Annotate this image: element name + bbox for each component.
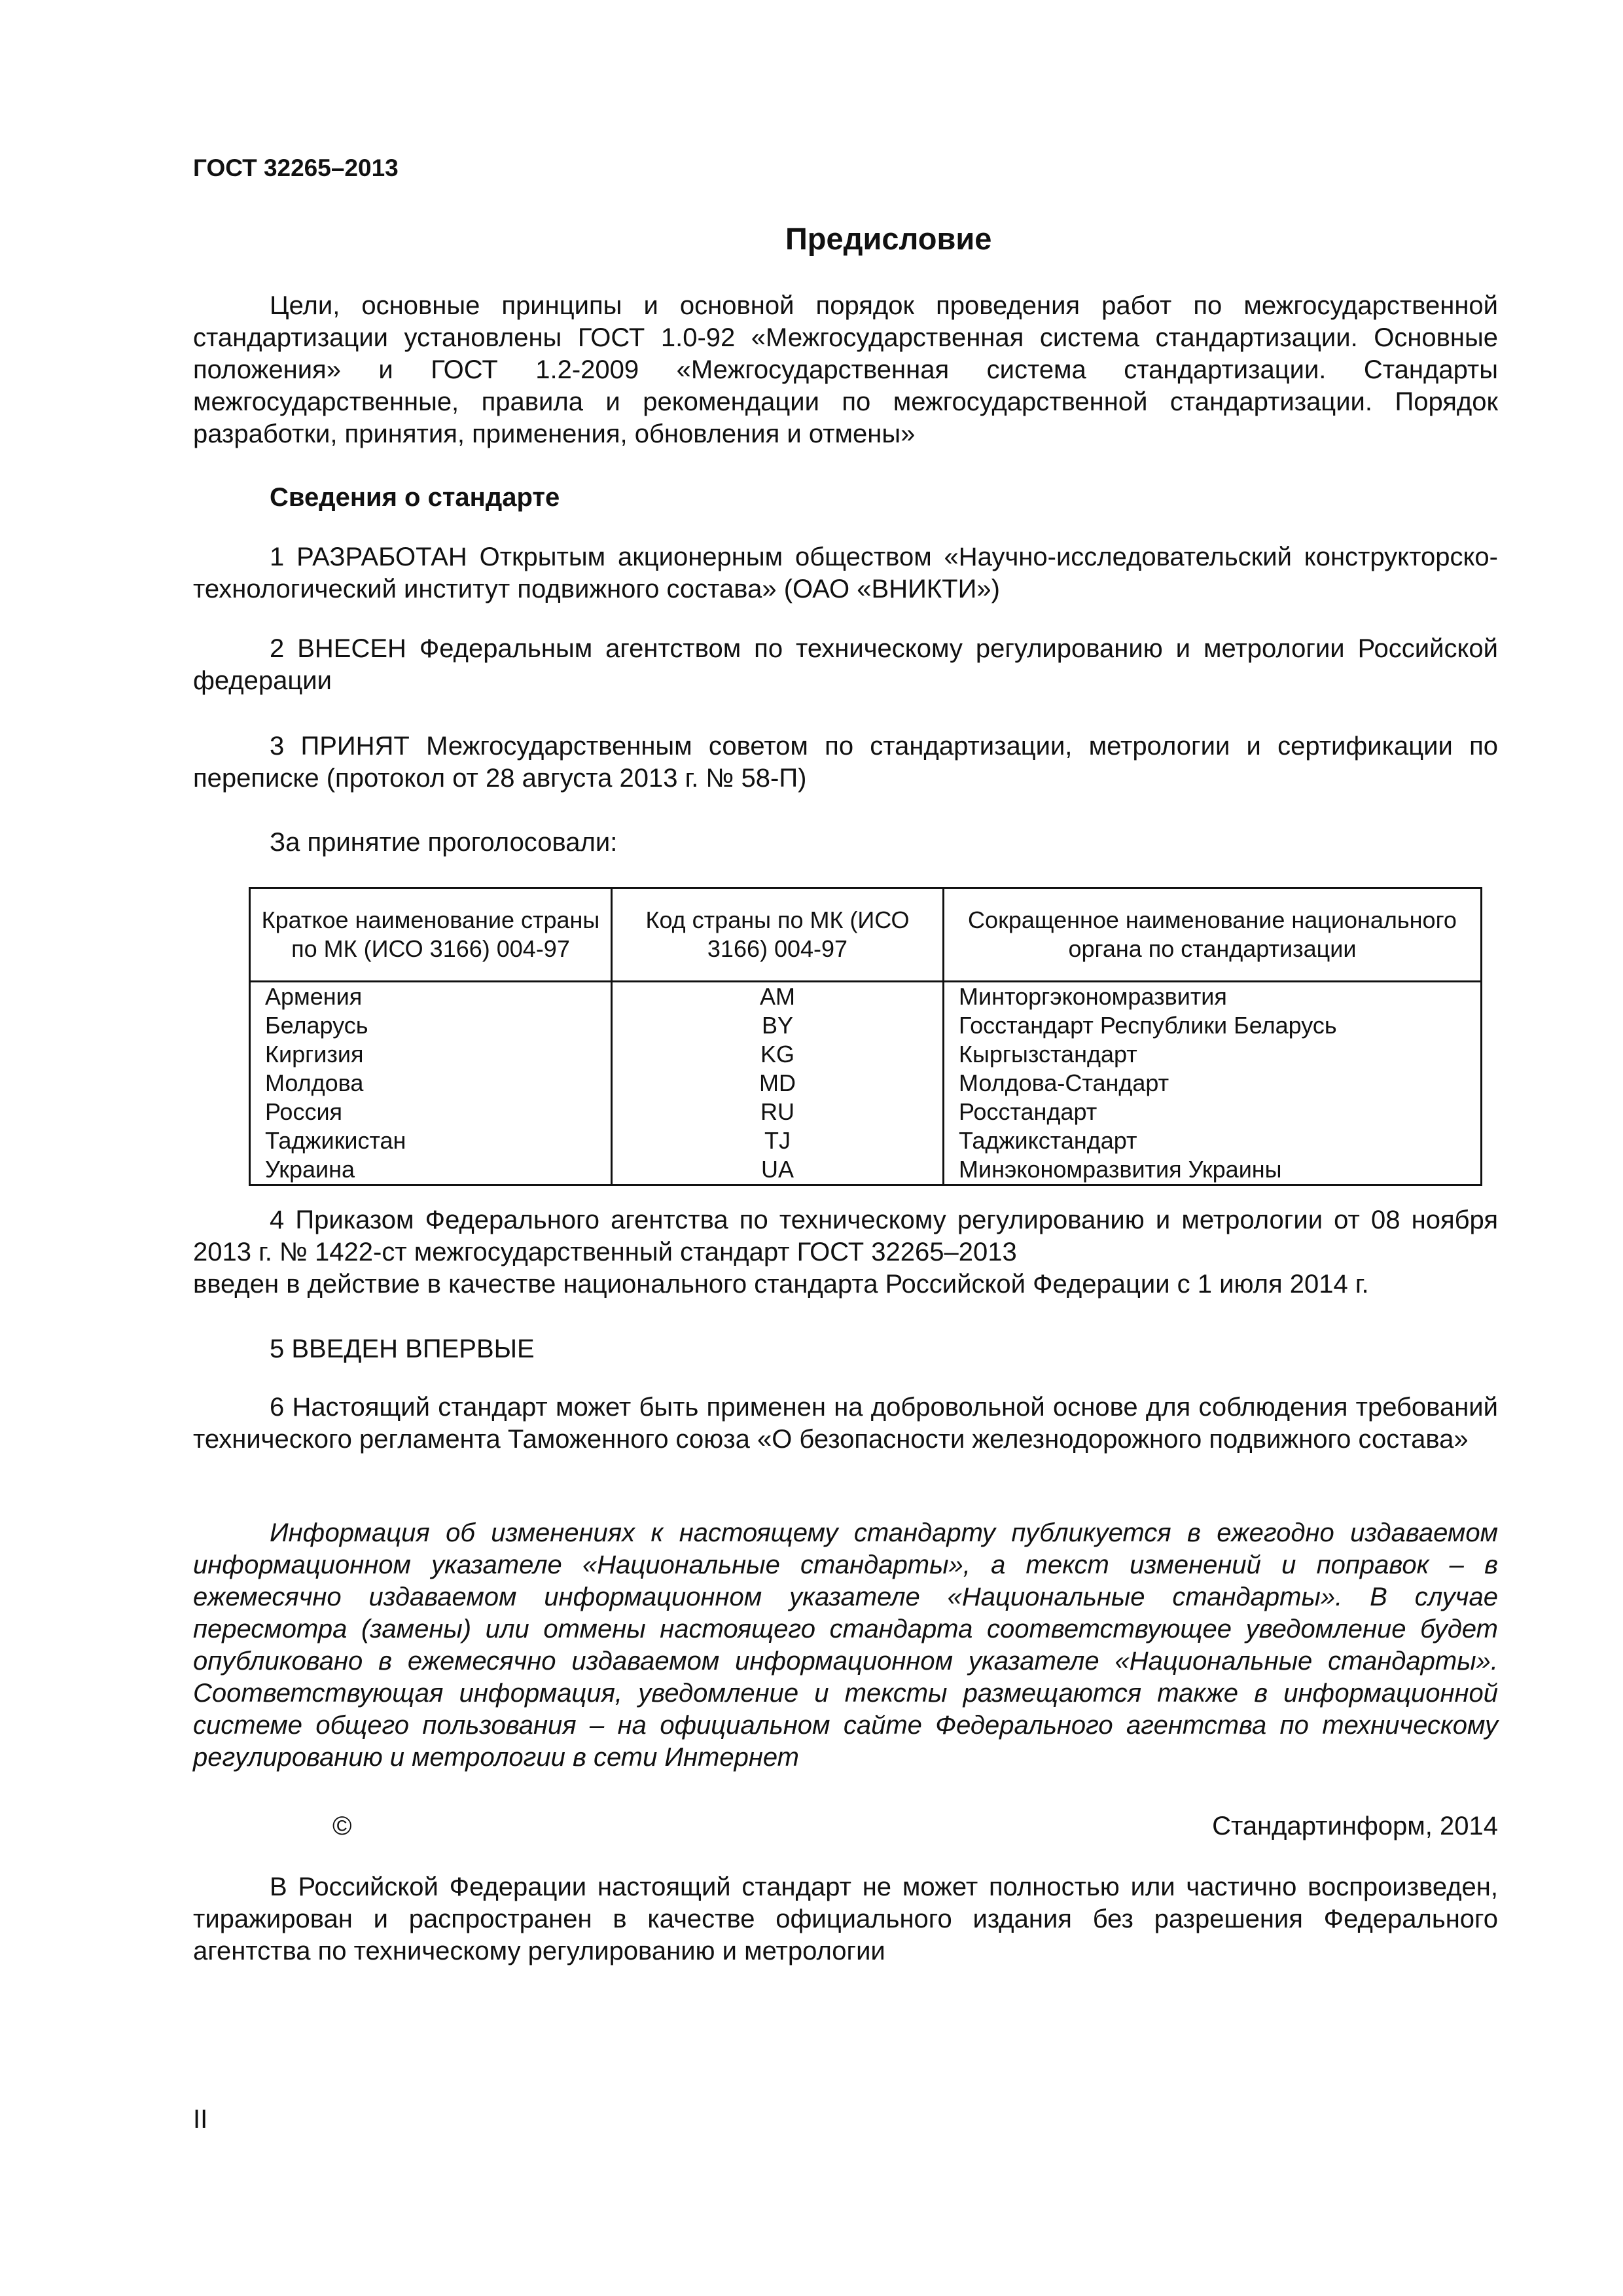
item-adopted-text: 3 ПРИНЯТ Межгосударственным советом по стандартизации, метрологии и сертификации по переписке (протокол от 28 августа 2013 г. № 58-П) xyxy=(193,732,1498,793)
country-name: Украина xyxy=(250,1155,612,1185)
country-name: Таджикистан xyxy=(250,1126,612,1155)
item-order-text: 4 Приказом Федерального агентства по техническому регулированию и метрологии от 08 ноября 2013 г. № 1422-ст межгосударственный стандарт ГОСТ 32265–2013 xyxy=(193,1206,1498,1266)
table-row xyxy=(250,1126,1482,1155)
item-order-effective: введен в действие в качестве национального стандарта Российской Федерации с 1 июля 2014 г. xyxy=(193,1270,1369,1299)
country-code: RU xyxy=(612,1098,944,1126)
voting-states-table xyxy=(249,887,1482,1186)
country-name: Беларусь xyxy=(250,1011,612,1040)
standards-body: Госстандарт Республики Беларусь xyxy=(944,1011,1482,1040)
standards-body: Минэкономразвития Украины xyxy=(944,1155,1482,1185)
country-name: Молдова xyxy=(250,1069,612,1098)
country-code: BY xyxy=(612,1011,944,1040)
item-voluntary-text: 6 Настоящий стандарт может быть применен на добровольной основе для соблюдения требований технического регламента Таможенного союза «О безопасности железнодорожного подвижного состава» xyxy=(193,1393,1498,1454)
item-adopted xyxy=(193,730,1498,795)
item-introduced xyxy=(193,633,1498,697)
changes-info-text: Информация об изменениях к настоящему стандарту публикуется в ежегодно издаваемом информационном указателе «Национальные стандарты», а текст изменений и поправок – в ежемесячно издаваемом информационном указателе «Национальные стандарты». В случае пересмотра (замены) или отмены настоящего стандарта соответствующее уведомление будет опубликовано в ежемесячно издаваемом информационном указателе «Национальные стандарты». Соответствующая информация, уведомление и тексты размещаются также в информационной системе общего пользования – на официальном сайте Федерального агентства по техническому регулированию и метрологии в сети Интернет xyxy=(193,1518,1498,1772)
table-row xyxy=(250,1011,1482,1040)
page-number: II xyxy=(193,2105,208,2134)
item-first-time-text: 5 ВВЕДЕН ВПЕРВЫЕ xyxy=(270,1335,535,1363)
page-title: Предисловие xyxy=(785,221,992,256)
table-row xyxy=(250,1040,1482,1069)
document-code: ГОСТ 32265–2013 xyxy=(193,154,399,181)
country-code: MD xyxy=(612,1069,944,1098)
country-name: Россия xyxy=(250,1098,612,1126)
intro-paragraph xyxy=(193,290,1498,450)
info-heading: Сведения о стандарте xyxy=(270,483,560,512)
table-row xyxy=(250,1155,1482,1185)
item-developed xyxy=(193,541,1498,605)
table-header-country: Краткое наименование страны по МК (ИСО 3166) 004-97 xyxy=(250,888,612,982)
copyright-holder: Стандартинформ, 2014 xyxy=(1212,1812,1498,1840)
table-header-body: Сокращенное наименование национального органа по стандартизации xyxy=(944,888,1482,982)
standards-body: Минторгэкономразвития xyxy=(944,982,1482,1012)
country-name: Армения xyxy=(250,982,612,1012)
item-first-time xyxy=(193,1333,1498,1365)
standards-body: Кыргызстандарт xyxy=(944,1040,1482,1069)
country-code: TJ xyxy=(612,1126,944,1155)
table-header-code: Код страны по МК (ИСО 3166) 004-97 xyxy=(612,888,944,982)
item-developed-text: 1 РАЗРАБОТАН Открытым акционерным обществом «Научно-исследовательский конструкторско-технологический институт подвижного состава» (ОАО «ВНИКТИ») xyxy=(193,543,1498,603)
item-order xyxy=(193,1204,1498,1300)
changes-info xyxy=(193,1517,1498,1774)
standards-body: Росстандарт xyxy=(944,1098,1482,1126)
rights-notice-text: В Российской Федерации настоящий стандарт не может полностью или частично воспроизведен, тиражирован и распространен в качестве официального издания без разрешения Федерального агентства по техническому регулированию и метрологии xyxy=(193,1873,1498,1965)
country-code: AM xyxy=(612,982,944,1012)
item-voluntary xyxy=(193,1391,1498,1456)
standards-body: Таджикстандарт xyxy=(944,1126,1482,1155)
country-code: KG xyxy=(612,1040,944,1069)
table-row xyxy=(250,1069,1482,1098)
intro-text: Цели, основные принципы и основной порядок проведения работ по межгосударственной стандартизации установлены ГОСТ 1.0-92 «Межгосударственная система стандартизации. Основные положения» и ГОСТ 1.2-2009 «Межгосударственная система стандартизации. Стандарты межгосударственные, правила и рекомендации по межгосударственной стандартизации. Порядок разработки, принятия, применения, обновления и отмены» xyxy=(193,291,1498,448)
item-introduced-text: 2 ВНЕСЕН Федеральным агентством по техническому регулированию и метрологии Российской федерации xyxy=(193,634,1498,695)
rights-notice xyxy=(193,1871,1498,1967)
votes-label: За принятие проголосовали: xyxy=(270,828,618,857)
country-code: UA xyxy=(612,1155,944,1185)
standards-body: Молдова-Стандарт xyxy=(944,1069,1482,1098)
table-row xyxy=(250,982,1482,1012)
table-row xyxy=(250,1098,1482,1126)
country-name: Киргизия xyxy=(250,1040,612,1069)
copyright-sign: © xyxy=(332,1812,352,1840)
